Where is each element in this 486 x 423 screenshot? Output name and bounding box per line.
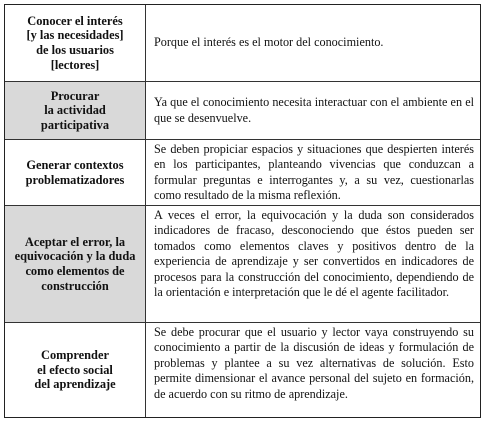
- row-heading-text: Procurar la actividad participativa: [40, 88, 110, 132]
- table-row: [5, 205, 480, 322]
- row-description-text: Ya que el conocimiento necesita interactuar con el ambiente en el que se desenvuelve.: [154, 95, 474, 125]
- row-heading-text: Generar contextos problematizadores: [25, 157, 125, 187]
- row-heading: [5, 206, 146, 322]
- row-heading-text: Aceptar el error, la equivocación y la duda como elementos de construcción: [14, 234, 136, 293]
- row-heading: [5, 140, 146, 205]
- table-row: [5, 139, 480, 205]
- row-description-text: Porque el interés es el motor del conocimiento.: [154, 35, 384, 50]
- row-description: [146, 140, 480, 205]
- row-description-text: A veces el error, la equivocación y la duda son considerados indicadores de fracaso, desconociendo que éstos pueden ser tomados como elementos claves y positivos dentro de la experiencia de aprendizaje y ser convertidos en indicadores de procesos para la construcción del conocimiento, dependiendo de la orientación e interpretación que le dé el agente facilitador.: [154, 208, 474, 300]
- row-description-text: Se debe procurar que el usuario y lector vaya construyendo su conocimiento a partir de la discusión de ideas y formulación de problemas y plantee a su vez alternativas de solución. Esto permite dimensionar el avance personal del sujeto en formación, de acuerdo con su ritmo de aprendizaje.: [154, 325, 474, 401]
- table-row: [5, 81, 480, 139]
- row-heading: [5, 323, 146, 417]
- table-row: [5, 322, 480, 417]
- row-description: [146, 82, 480, 139]
- row-description: [146, 323, 480, 417]
- row-description: [146, 206, 480, 322]
- row-heading-text: Conocer el interés [y las necesidades] de los usuarios [lectores]: [26, 13, 124, 72]
- table-row: [5, 5, 480, 81]
- principles-table: [4, 4, 481, 418]
- row-heading: [5, 5, 146, 81]
- row-description-text: Se deben propiciar espacios y situaciones que despierten interés en los participantes, planteando vivencias que conduzcan a formular preguntas e interrogantes y, a su vez, cuestionarlas como resultado de la misma reflexión.: [154, 141, 474, 202]
- row-heading-text: Comprender el efecto social del aprendizaje: [34, 348, 116, 392]
- row-heading: [5, 82, 146, 139]
- row-description: [146, 5, 480, 81]
